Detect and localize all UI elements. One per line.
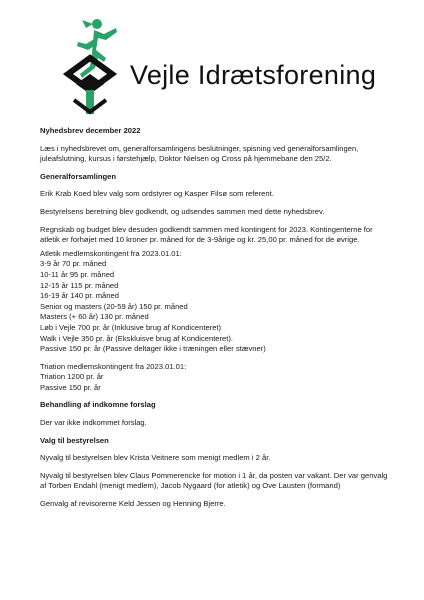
triathlon-list [40,372,390,393]
list-item: Senior og masters (20-59 år) 150 pr. måned [40,301,188,311]
section-heading-proposals: Behandling af indkomne forslag [40,400,156,410]
general-p1: Erik Krab Koed blev valg som ordstyrer og Kasper Filsø som referent. [40,189,274,199]
list-item: 3-9 år 70 pr. måned [40,259,107,269]
proposals-p1: Der var ikke indkommet forslag. [40,418,147,428]
list-item: 10-11 år 95 pr. måned [40,269,115,279]
list-item: Passive 150 pr. år [40,382,101,392]
athletics-list [40,259,390,354]
section-heading-general: Generalforsamlingen [40,171,116,181]
board-p2: Nyvalg til bestyrelsen blev Claus Pommerencke for motion i 1 år, da posten var vakant. Der var genvalg af Torben Endahl (menigt medlem), Jacob Nygaard (for atletik) og Ove Lausten (formand) [40,470,388,491]
list-item: Triation 1200 pr. år [40,372,104,382]
board-p3: Genvalg af revisorerne Keld Jessen og Henning Bjerre. [40,499,226,509]
section-heading-board: Valg til bestyrelsen [40,435,109,445]
list-item: 16-19 år 140 pr. måned [40,291,119,301]
general-p3: Regnskab og budget blev desuden godkendt sammen med kontingent for 2023. Kontingenterne for atletik er forhøjet med 10 kroner pr. måned for de 3-9årige og kr. 25,00 pr. måned for de øvrige. [40,224,373,245]
list-item: Masters (+ 60 år) 130 pr. måned [40,312,149,322]
intro-paragraph: Læs i nyhedsbrevet om, generalforsamlingens beslutninger, spisning ved generalforsamlingen, juleafslutning, kursus i førstehjælp, Doktor Nielsen og Cross på hjemmebane den 25/2. [40,143,359,164]
logo [60,14,380,124]
logo-text: Vejle Idrætsforening [130,60,377,90]
board-p1: Nyvalg til bestyrelsen blev Krista Veitnere som menigt medlem i 2 år. [40,453,271,463]
athletics-title: Atletik medlemskontingent fra 2023.01.01: [40,248,182,258]
general-p2: Bestyrelsens beretning blev godkendt, og udsendes sammen med dette nyhedsbrev. [40,206,325,216]
newsletter-body [40,126,390,510]
list-item: Passive 150 pr. år (Passive deltager ikke i træningen eller stævner) [40,344,266,354]
newsletter-title: Nyhedsbrev december 2022 [40,126,141,135]
triathlon-title: Triation medlemskontingent fra 2023.01.01: [40,361,187,371]
list-item: 12-15 år 115 pr. måned [40,280,119,290]
list-item: Walk i Vejle 350 pr. år (Ekskluisve brug af Kondicenteret). [40,333,234,343]
list-item: Løb i Vejle 700 pr. år (Inklusive brug af Kondicenteret) [40,322,222,332]
runner-logo-icon [60,14,122,118]
